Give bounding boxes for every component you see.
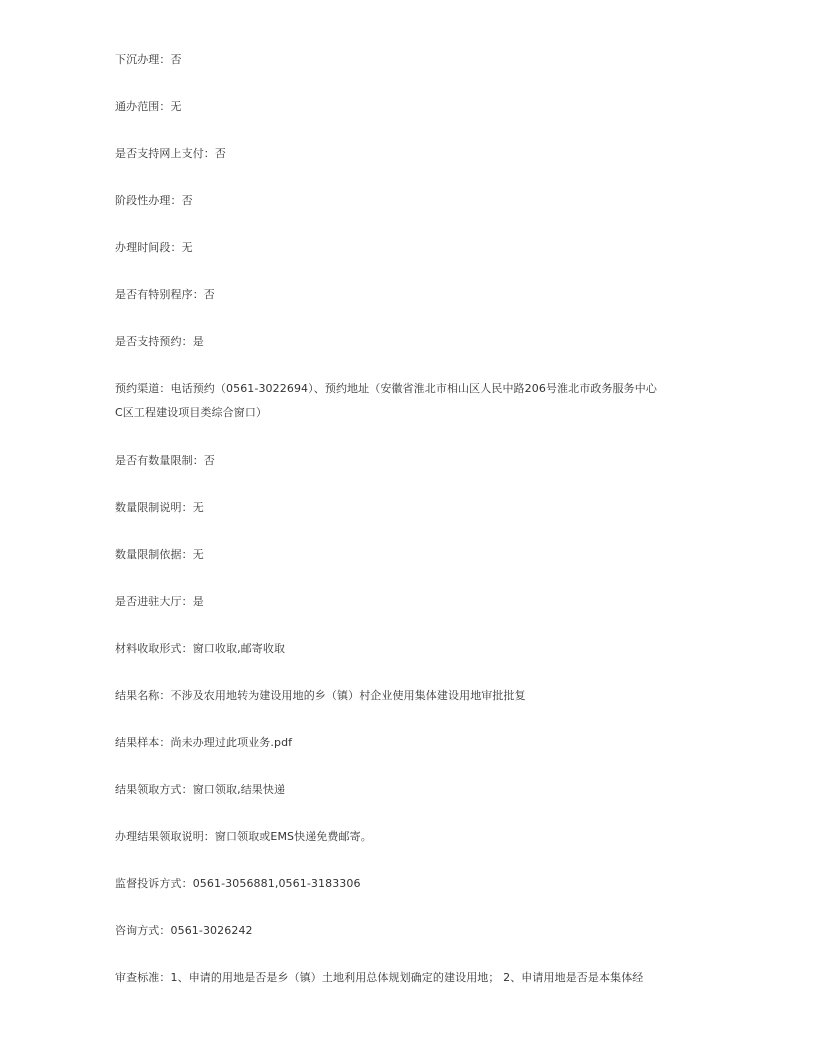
- field-appointment-channel-cont: C区工程建设项目类综合窗口）: [115, 406, 268, 419]
- field-result-pickup: 结果领取方式：窗口领取,结果快递: [115, 783, 286, 796]
- field-handling-time: 办理时间段：无: [115, 241, 193, 254]
- field-sinking-handling: 下沉办理：否: [115, 53, 182, 66]
- field-quantity-limit: 是否有数量限制：否: [115, 454, 215, 467]
- field-review-standard: 审查标准：1、申请的用地是否是乡（镇）土地利用总体规划确定的建设用地； 2、申请用地是否是本集体经: [115, 971, 644, 984]
- field-appointment-support: 是否支持预约：是: [115, 335, 204, 348]
- field-material-collection: 材料收取形式：窗口收取,邮寄收取: [115, 642, 286, 655]
- field-result-pickup-note: 办理结果领取说明：窗口领取或EMS快递免费邮寄。: [115, 830, 372, 843]
- field-handling-scope: 通办范围：无: [115, 100, 182, 113]
- field-result-sample: 结果样本：尚未办理过此项业务.pdf: [115, 736, 293, 749]
- field-special-procedure: 是否有特别程序：否: [115, 288, 215, 301]
- field-result-name: 结果名称：不涉及农用地转为建设用地的乡（镇）村企业使用集体建设用地审批批复: [115, 689, 526, 702]
- field-staged-handling: 阶段性办理：否: [115, 194, 193, 207]
- field-quantity-limit-note: 数量限制说明：无: [115, 501, 204, 514]
- field-appointment-channel: 预约渠道：电话预约（0561-3022694）、预约地址（安徽省淮北市相山区人民中路206号淮北市政务服务中心: [115, 382, 657, 395]
- field-hall-entry: 是否进驻大厅：是: [115, 595, 204, 608]
- field-inquiry-contact: 咨询方式：0561-3026242: [115, 924, 253, 937]
- field-quantity-limit-basis: 数量限制依据：无: [115, 548, 204, 561]
- field-online-payment: 是否支持网上支付：否: [115, 147, 226, 160]
- field-complaint-contact: 监督投诉方式：0561-3056881,0561-3183306: [115, 877, 361, 890]
